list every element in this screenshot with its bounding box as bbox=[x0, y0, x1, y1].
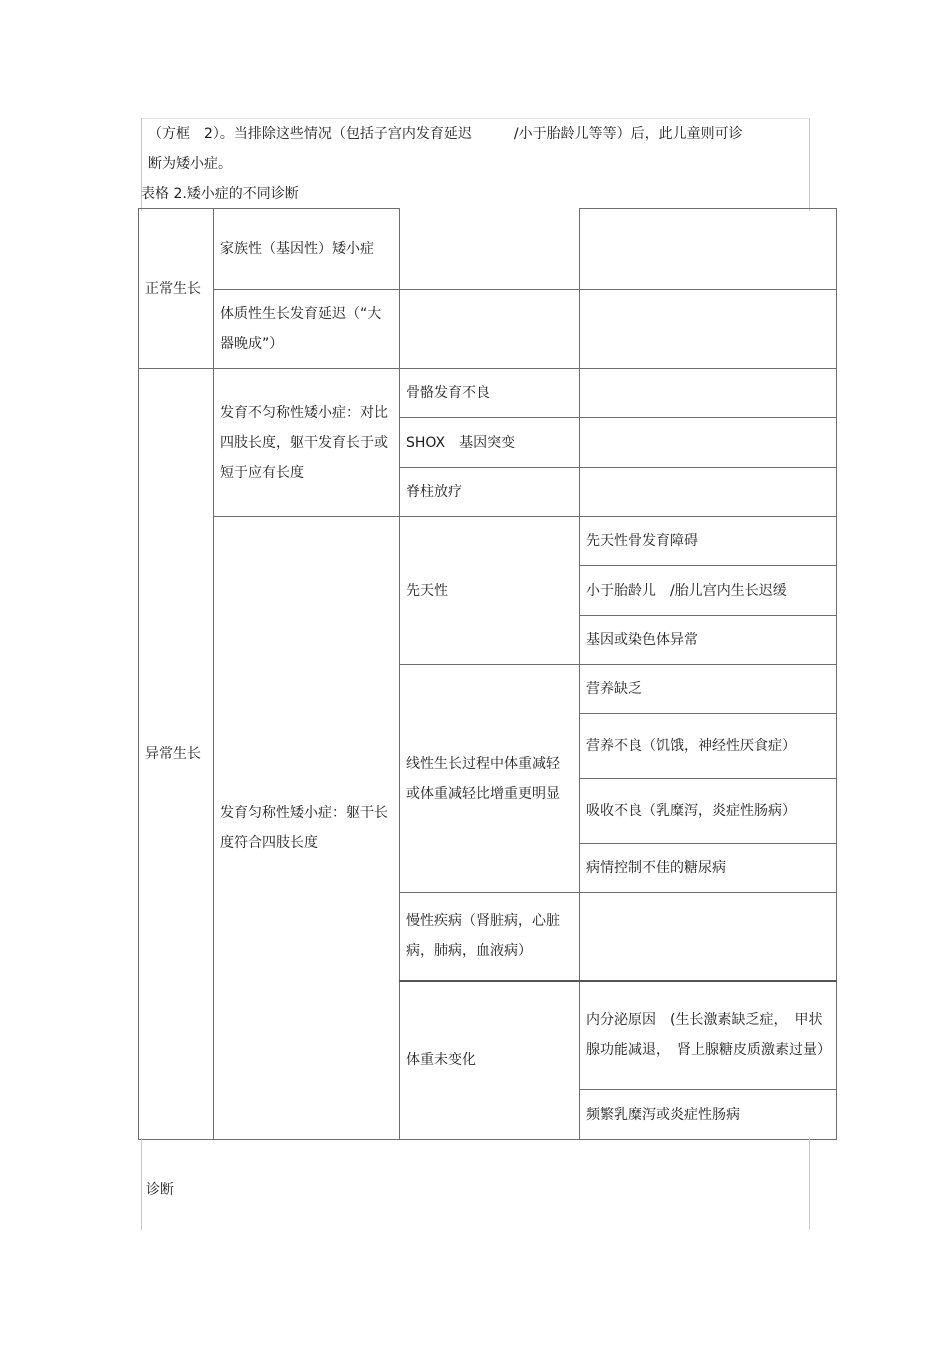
intro-line-1: （方框 2）。当排除这些情况（包括子宫内发育延迟 /小于胎龄儿等等）后，此儿童则可诊 bbox=[148, 126, 743, 142]
table-row bbox=[139, 369, 837, 418]
cell-genetic-chromosomal: 基因或染色体异常 bbox=[580, 616, 837, 665]
cell-empty bbox=[400, 209, 580, 290]
cell-empty bbox=[580, 369, 837, 418]
cell-sga-iugr: 小于胎龄儿 /胎儿宫内生长迟缓 bbox=[580, 566, 837, 616]
cell-empty bbox=[400, 290, 580, 369]
cell-weight-loss-group: 线性生长过程中体重减轻或体重减轻比增重更明显 bbox=[400, 665, 580, 893]
table-row bbox=[139, 517, 837, 566]
cell-shox-mutation: SHOX 基因突变 bbox=[400, 418, 580, 468]
cell-congenital: 先天性 bbox=[400, 517, 580, 665]
cell-nutritional-deficiency: 营养缺乏 bbox=[580, 665, 837, 714]
cell-spinal-radiotherapy: 脊柱放疗 bbox=[400, 468, 580, 517]
cell-empty bbox=[580, 893, 837, 981]
cell-skeletal-dysplasia: 骨骼发育不良 bbox=[400, 369, 580, 418]
cell-proportionate-short-stature: 发育匀称性矮小症：躯干长度符合四肢长度 bbox=[214, 517, 400, 1140]
cell-malnutrition: 营养不良（饥饿，神经性厌食症） bbox=[580, 714, 837, 779]
cell-empty bbox=[580, 418, 837, 468]
intro-line-2: 断为矮小症。 bbox=[148, 156, 232, 172]
cell-frequent-celiac-ibd: 频繁乳糜泻或炎症性肠病 bbox=[580, 1090, 837, 1140]
cell-congenital-bone-disorder: 先天性骨发育障碍 bbox=[580, 517, 837, 566]
cell-empty bbox=[580, 468, 837, 517]
footer-diagnosis-label: 诊断 bbox=[146, 1182, 174, 1198]
cell-endocrine-causes: 内分泌原因 (生长激素缺乏症， 甲状腺功能减退， 肾上腺糖皮质激素过量） bbox=[580, 981, 837, 1090]
cell-weight-unchanged: 体重未变化 bbox=[400, 981, 580, 1140]
table-row bbox=[139, 209, 837, 290]
cell-poorly-controlled-diabetes: 病情控制不佳的糖尿病 bbox=[580, 844, 837, 893]
table-caption: 表格 2.矮小症的不同诊断 bbox=[141, 186, 299, 202]
cell-disproportionate-short-stature: 发育不匀称性矮小症：对比四肢长度，躯干发育长于或短于应有长度 bbox=[214, 369, 400, 517]
cell-empty bbox=[580, 290, 837, 369]
short-stature-diagnosis-table bbox=[138, 208, 837, 1140]
category-normal-growth: 正常生长 bbox=[139, 209, 214, 369]
table-row bbox=[139, 290, 837, 369]
cell-empty bbox=[580, 209, 837, 290]
category-abnormal-growth: 异常生长 bbox=[139, 369, 214, 1140]
page-frame-bottom bbox=[141, 1138, 810, 1230]
cell-chronic-disease: 慢性疾病（肾脏病，心脏病，肺病，血液病） bbox=[400, 893, 580, 981]
cell-familial-short-stature: 家族性（基因性）矮小症 bbox=[214, 209, 400, 290]
cell-constitutional-delay: 体质性生长发育延迟（“大器晚成”） bbox=[214, 290, 400, 369]
cell-malabsorption: 吸收不良（乳糜泻，炎症性肠病） bbox=[580, 779, 837, 844]
